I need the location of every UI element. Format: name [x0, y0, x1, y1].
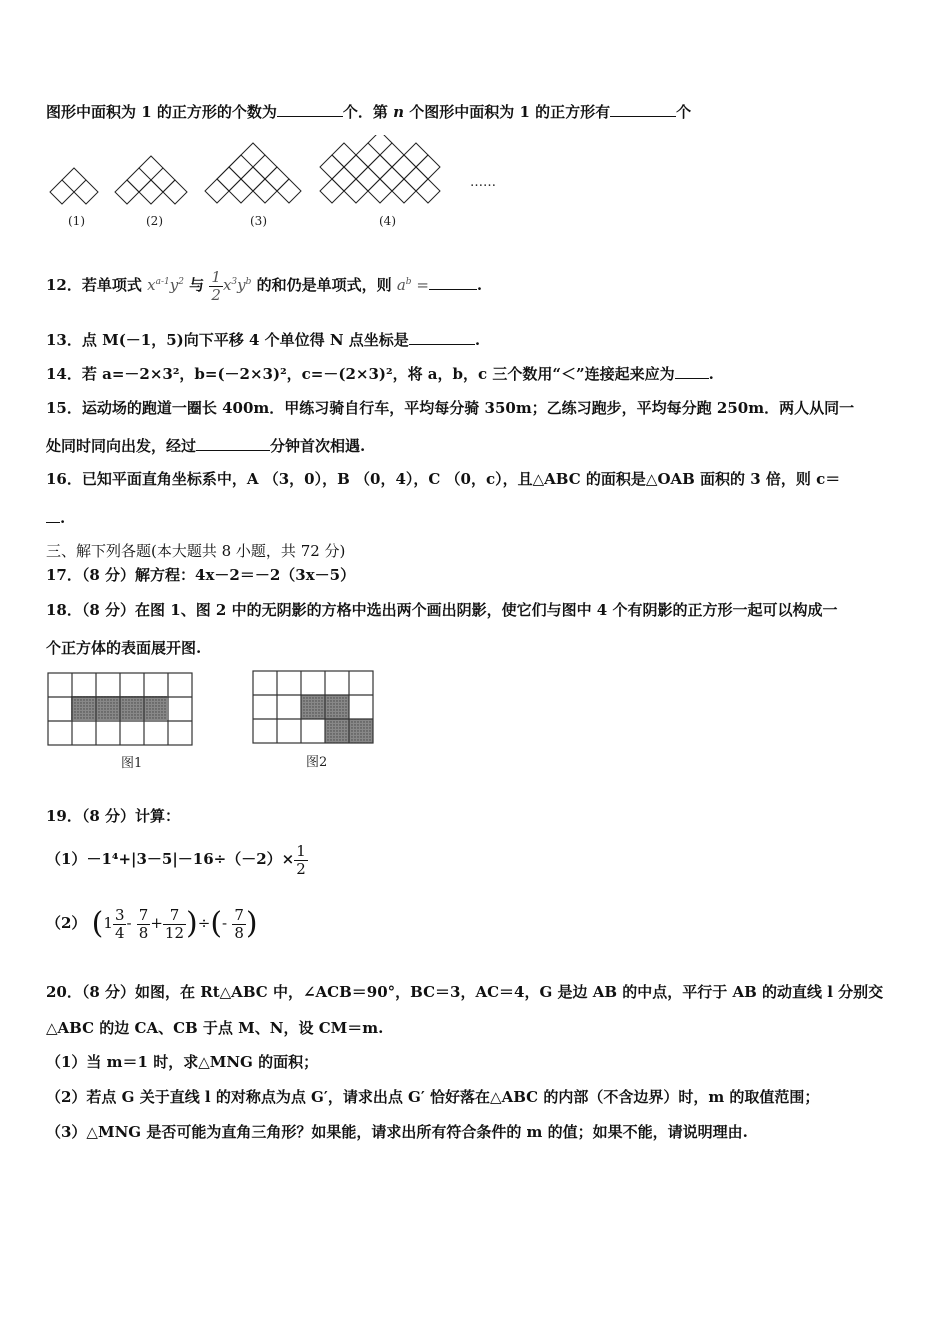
answer-blank[interactable] — [196, 436, 270, 451]
diamond-figure-1 — [50, 168, 98, 216]
right-paren: ) — [186, 906, 198, 941]
fraction: $\frac{3}{4}$ — [114, 905, 125, 942]
answer-blank[interactable] — [277, 102, 343, 117]
q17-line: 17．（8 分）解方程：4x－2＝－2（3x－5） — [46, 566, 356, 584]
q20-sub1: （1）当 m＝1 时，求△MNG 的面积； — [46, 1053, 319, 1071]
q13-line: 13．点 M(－1，5)向下平移 4 个单位得 N 点坐标是 . — [46, 331, 481, 349]
figure-caption: (4) — [379, 214, 396, 228]
q16-line2: . — [46, 508, 65, 528]
q20-sub2: （2）若点 G 关于直线 l 的对称点为点 G′，请求出点 G′ 恰好落在△ABC 的内部（不含边界）时，m 的取值范围； — [46, 1088, 820, 1106]
answer-blank[interactable] — [429, 275, 477, 290]
q19-part1: （1）－1⁴+|3－5|－16÷（－2）× $\frac{1}{2}$ — [46, 841, 306, 878]
diamond-figure-4 — [320, 135, 440, 203]
fraction: $\frac{7}{8}$ — [138, 905, 149, 942]
figure-caption: 图2 — [306, 755, 328, 770]
grid-figure-2 — [252, 670, 378, 746]
figure-caption: 图1 — [121, 756, 143, 771]
q19-title: 19．（8 分）计算： — [46, 807, 181, 825]
figure-caption: (1) — [68, 214, 85, 228]
diamond-pattern-figure — [40, 135, 520, 235]
q16-line1: 16．已知平面直角坐标系中，A （3，0），B （0，4），C （0，c），且△ABC 的面积是△OAB 面积的 3 倍，则 c＝ — [46, 470, 841, 488]
shaded-cell — [71, 696, 167, 720]
q20-line2: △ABC 的边 CA、CB 于点 M、N，设 CM＝m. — [46, 1019, 384, 1037]
grid-figure-1 — [47, 672, 197, 748]
fraction: $\frac{1}{2}$ — [211, 267, 221, 304]
q11-line: 图形中面积为 1 的正方形的个数为 个．第 n 个图形中面积为 1 的正方形有 个 — [46, 103, 692, 121]
figure-caption: (2) — [146, 214, 163, 228]
ellipsis: …… — [470, 175, 496, 190]
diamond-figure-3 — [205, 143, 301, 203]
answer-blank[interactable] — [610, 102, 676, 117]
fraction: $\frac{7}{12}$ — [164, 905, 185, 942]
section-heading: 三、解下列各题(本大题共 8 小题，共 72 分) — [46, 542, 346, 560]
q15-line1: 15．运动场的跑道一圈长 400m．甲练习骑自行车，平均每分骑 350m；乙练习跑步，平均每分跑 250m．两人从同一 — [46, 399, 855, 417]
diamond-figure-2 — [115, 156, 187, 204]
q14-line: 14．若 a=－2×3²，b=(－2×3)²，c=－(2×3)²，将 a，b，c 三个数用“＜”连接起来应为 . — [46, 365, 714, 383]
figure-caption: (3) — [250, 214, 267, 228]
answer-blank[interactable] — [409, 330, 475, 345]
fraction: $\frac{7}{8}$ — [234, 905, 244, 942]
q19-part2: （2） (1 $\frac{3}{4}$ - $\frac{7}{8}$ + $\frac{7}{12}$ )÷(- $\frac{7}{8}$ ) — [46, 905, 258, 942]
q20-sub3: （3）△MNG 是否可能为直角三角形？如果能，请求出所有符合条件的 m 的值；如果不能，请说明理由. — [46, 1123, 748, 1141]
q12-line: 12．若单项式 $x^{a-1}y^2$ 与 $\frac{1}{2}$ $x^3y^b$ 的和仍是单项式，则 $a^b$ = . — [46, 267, 483, 304]
answer-blank[interactable] — [46, 508, 60, 523]
left-paren: ( — [91, 906, 104, 941]
answer-blank[interactable] — [675, 364, 709, 379]
q15-line2: 处同时同向出发，经过 分钟首次相遇. — [46, 437, 366, 455]
q20-line1: 20．（8 分）如图，在 Rt△ABC 中，∠ACB＝90°，BC＝3，AC＝4，G 是边 AB 的中点，平行于 AB 的动直线 l 分别交 — [46, 983, 884, 1001]
fraction: $\frac{1}{2}$ — [296, 841, 306, 878]
q18-line2: 个正方体的表面展开图. — [46, 639, 202, 657]
right-paren: ) — [245, 906, 258, 941]
q18-line1: 18．（8 分）在图 1、图 2 中的无阴影的方格中选出两个画出阴影，使它们与图中 4 个有阴影的正方形一起可以构成一 — [46, 601, 838, 619]
left-paren: ( — [210, 906, 223, 941]
